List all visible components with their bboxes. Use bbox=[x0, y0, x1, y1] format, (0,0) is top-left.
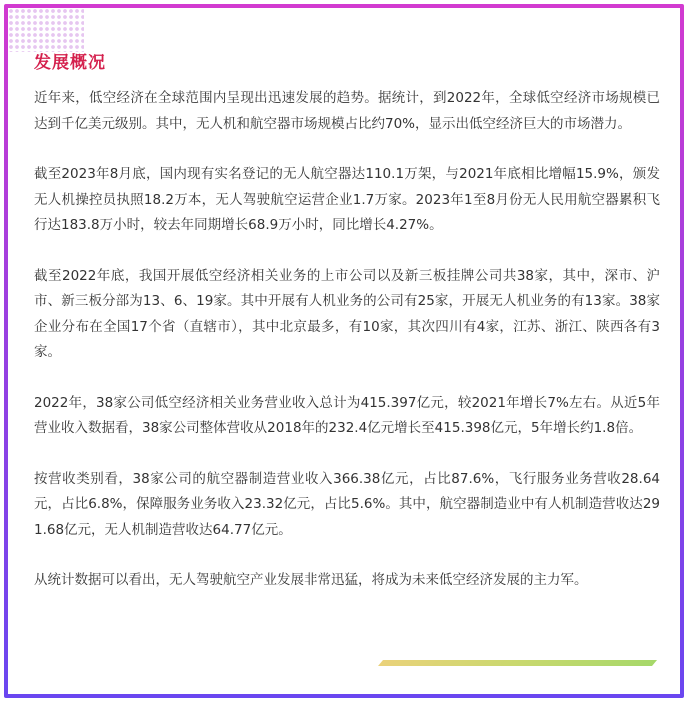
paragraph-listed-companies: 截至2022年底，我国开展低空经济相关业务的上市公司以及新三板挂牌公司共38家，其中，深市、沪市、新三板分部为13、6、19家。其中开展有人机业务的公司有25家，开展无人机业务的有13家。38家企业分布在全国17个省（直辖市），其中北京最多，有10家，其次四川有4家，江苏、浙江、陕西各有3家。 bbox=[34, 267, 660, 360]
paragraph-revenue-2022: 2022年，38家公司低空经济相关业务营业收入总计为415.397亿元，较2021年增长7%左右。从近5年营业收入数据看，38家公司整体营收从2018年的232.4亿元增长至415.398亿元，5年增长约1.8倍。 bbox=[34, 394, 660, 436]
decorative-accent-bar bbox=[378, 660, 657, 666]
paragraph-global-market: 近年来，低空经济在全球范围内呈现出迅速发展的趋势。据统计，到2022年，全球低空经济市场规模已达到千亿美元级别。其中，无人机和航空器市场规模占比约70%，显示出低空经济巨大的市场潜力。 bbox=[34, 90, 660, 132]
paragraph-domestic-drones: 截至2023年8月底，国内现有实名登记的无人航空器达110.1万架，与2021年底相比增幅15.9%，颁发无人机操控员执照18.2万本，无人驾驶航空运营企业1.7万家。2023年1至8月份无人民用航空器累积飞行达183.8万小时，较去年同期增长68.9万小时，同比增长4.27%。 bbox=[34, 166, 660, 233]
decorative-dot-pattern bbox=[8, 8, 84, 52]
paragraph-conclusion: 从统计数据可以看出，无人驾驶航空产业发展非常迅猛，将成为未来低空经济发展的主力军。 bbox=[34, 572, 588, 588]
article-body bbox=[34, 86, 660, 619]
paragraph-revenue-categories: 按营收类别看，38家公司的航空器制造营业收入366.38亿元，占比87.6%，飞行服务业务营收28.64元，占比6.8%，保障服务业务收入23.32亿元，占比5.6%。其中，航空器制造业中有人机制造营收达291.68亿元，无人机制造营收达64.77亿元。 bbox=[34, 470, 660, 538]
section-title: 发展概况 bbox=[34, 53, 106, 73]
